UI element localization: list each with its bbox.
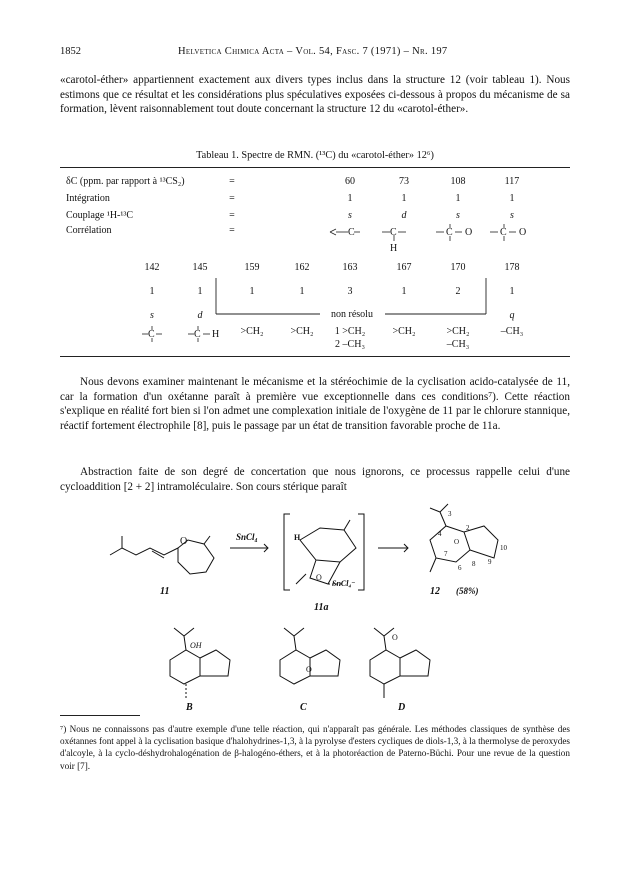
eq-sign: = (229, 193, 235, 204)
oxygen-label: O (392, 633, 398, 642)
integration-cell: 1 (401, 286, 407, 297)
integration-cell: 1 (401, 193, 407, 204)
integration-cell: 1 (509, 286, 515, 297)
footnote-7: ⁷) Nous ne connaissons pas d'autre exemple d'une telle réaction, qui n'apparaît pas générale. Les méthodes classiques de synthèse des oxétannes font appel à la cyclisation basique d'halohydrines-1,3, à la pyrolyse d'esters cycliques de diols-1,3, à la thermolyse de peroxydes d'alcoyle, à la cyclo-déshydrohalogénation de β-halogéno-éthers, et à la photoréaction de Paterno-Büchi. Pour une revue de la question voir [7]. (60, 724, 570, 771)
correlation-cell: >CH₂ (446, 326, 470, 337)
methyl (296, 574, 306, 584)
paragraph-cycloaddition: Abstraction faite de son degré de concertation que nous ignorons, ce processus rappelle celui d'une cycloaddition [2 + 2] intramoléculaire. Son cours stérique paraît (60, 466, 570, 493)
bracket-right (358, 514, 364, 590)
coupling-cell: d (401, 210, 407, 221)
shift-cell: 159 (244, 262, 260, 273)
atom-c: C (194, 329, 201, 340)
atom-number: 7 (444, 550, 448, 558)
methyl (440, 512, 446, 526)
integration-cell: 1 (455, 193, 461, 204)
paragraph-intro: «carotol-éther» appartiennent exactement aux divers types inclus dans la structure 12 (voir tableau 1). Nous estimons que ce résultat et les considérations plus spéculatives exposées ci-dessous à propos du mécanisme de sa formation, lèvent raisonnablement tout doute concernant la structure 12 du «carotol-éther». (60, 74, 570, 115)
correlation-cell: 2 –CH₃ (335, 339, 365, 350)
ring-b-2 (200, 650, 230, 676)
shift-cell: 167 (396, 262, 412, 273)
correlation-cell: >CH₂ (290, 326, 314, 337)
eq-sign: = (229, 210, 235, 221)
correlation-cell: –CH₃ (446, 339, 470, 350)
fragment-bond (330, 229, 336, 235)
methyl (204, 536, 210, 544)
bicyclic-ring (430, 526, 470, 562)
integration-cell: 1 (197, 286, 203, 297)
table-bottom-rule (60, 356, 570, 357)
methyl (430, 508, 440, 512)
oxygen-label: O (180, 536, 188, 547)
correlation-cell: >CH₂ (240, 326, 264, 337)
correlation-cell: >CH₂ (392, 326, 416, 337)
atom-number: 10 (500, 544, 507, 552)
atom-c: C (390, 227, 397, 238)
atom-o: O (465, 227, 473, 238)
shift-cell: 178 (504, 262, 520, 273)
ring-d (370, 650, 400, 684)
atom-number: 2 (466, 524, 470, 532)
atom-c: C (348, 227, 355, 238)
coupling-cell: s (348, 210, 352, 221)
correlation-cell: –CH₃ (500, 326, 524, 337)
atom-c: C (446, 227, 453, 238)
table-top-rule (60, 167, 570, 168)
atom-number: 6 (458, 564, 462, 572)
atom-number: 8 (472, 560, 476, 568)
oh-label: OH (190, 641, 202, 650)
oxygen-label: O (306, 665, 312, 674)
footnote-rule (60, 715, 140, 716)
shift-cell: 108 (450, 176, 466, 187)
shift-cell: 117 (504, 176, 520, 187)
compound-label-12: 12 (430, 586, 440, 597)
coupling-cell: s (456, 210, 460, 221)
hydrogen-label: H (294, 533, 301, 542)
integration-cell: 1 (299, 286, 305, 297)
shift-cell: 73 (399, 176, 409, 187)
table-caption: Tableau 1. Spectre de RMN. (¹³C) du «carotol-éther» 12⁶) (196, 150, 434, 161)
reaction-scheme (100, 500, 570, 712)
methyl (440, 504, 448, 512)
atom-h: H (212, 329, 220, 340)
row-label-correlation: Corrélation (66, 225, 112, 236)
integration-cell: 1 (249, 286, 255, 297)
ring-b (170, 650, 200, 684)
compound-label-11: 11 (160, 586, 170, 597)
atom-o: O (519, 227, 527, 238)
compound-label-c: C (300, 702, 307, 712)
shift-cell: 170 (450, 262, 466, 273)
shift-cell: 60 (345, 176, 355, 187)
oxygen-label: O (316, 573, 322, 582)
integration-cell: 3 (347, 286, 353, 297)
reagent-label: SnCl₄ (236, 532, 258, 542)
ts-ring (300, 528, 356, 562)
row-label-coupling: Couplage ¹H-¹³C (66, 210, 134, 221)
sncl4-minus-label: SnCl₄⁻ (332, 579, 356, 588)
atom-h: H (390, 243, 398, 254)
compound-label-b: B (186, 702, 193, 712)
isopropyl-c (284, 628, 304, 650)
correlation-cell: 1 >CH₂ (334, 326, 366, 337)
non-resolu-label: non résolu (331, 309, 373, 320)
shift-cell: 163 (342, 262, 358, 273)
ring-c-2 (310, 650, 340, 676)
compound-label-11a: 11a (314, 602, 329, 613)
shift-cell: 162 (294, 262, 310, 273)
integration-cell: 1 (149, 286, 155, 297)
page-number: 1852 (60, 46, 81, 57)
shift-cell: 142 (144, 262, 160, 273)
eq-sign: = (229, 176, 235, 187)
side-chain (110, 536, 178, 555)
paragraph-mechanism: Nous devons examiner maintenant le mécanisme et la stéréochimie de la cyclisation acido-catalysée de 11, car la formation d'un oxétanne paraît à première vue exceptionnelle dans ces conditions⁷). Cette réaction s'explique en réalité fort bien si l'on admet une complexation initiale de l'oxygène de 11 par le chlorure stannique, réactif fortement électrophile [8], puis le passage par un état de transition favorable proche de 11a. (60, 376, 570, 432)
atom-number: 3 (448, 510, 452, 518)
row-label-shift: δC (ppm. par rapport à ¹³CS₂) (66, 176, 185, 187)
compound-label-d: D (398, 702, 406, 712)
row-label-integration: Intégration (66, 193, 110, 204)
integration-cell: 1 (347, 193, 353, 204)
methyl (344, 520, 350, 530)
methyl (430, 558, 436, 572)
bottom-correlation-fragments (130, 324, 230, 348)
yield-label: (58%) (456, 586, 479, 596)
atom-c: C (148, 329, 155, 340)
oxygen-label: O (454, 538, 460, 546)
journal-title: Helvetica Chimica Acta – Vol. 54, Fasc. 7 (1971) – Nr. 197 (178, 46, 448, 57)
atom-number: 9 (488, 558, 492, 566)
coupling-cell: s (510, 210, 514, 221)
isopropyl-d (374, 628, 394, 650)
top-correlation-fragments (320, 220, 550, 260)
coupling-cell: d (197, 310, 203, 321)
coupling-cell: q (509, 310, 515, 321)
ring-d-2 (400, 650, 430, 676)
coupling-cell: s (150, 310, 154, 321)
shift-cell: 145 (192, 262, 208, 273)
integration-cell: 1 (509, 193, 515, 204)
atom-number: 4 (438, 530, 442, 538)
bracket-left (284, 514, 290, 590)
integration-cell: 2 (455, 286, 461, 297)
eq-sign: = (229, 225, 235, 236)
atom-c: C (500, 227, 507, 238)
